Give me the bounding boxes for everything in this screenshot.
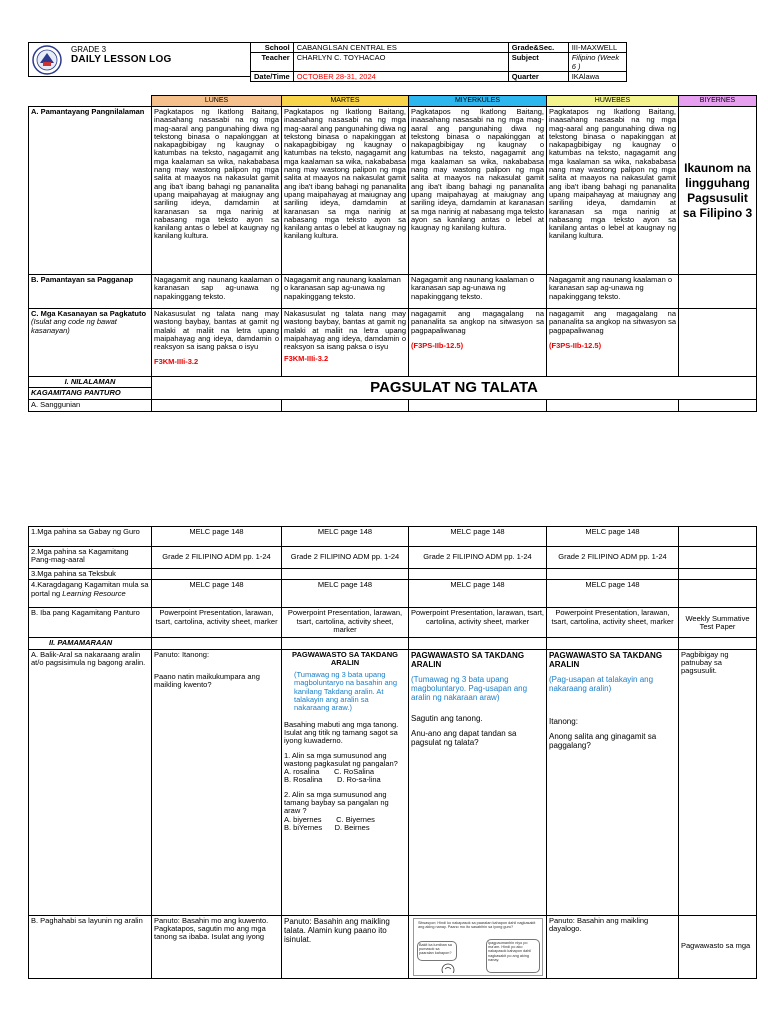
procedure-b-biyernes: Pagwawasto sa mga [679,915,757,978]
grade-sec-label: Grade&Sec. [508,43,568,53]
competency-martes-text: Nakasusulat ng talata nang may wastong baybay, bantas at gamit ng malaki at maliit na letra upang maipahayag ang ideya, damdamin o reaksyon sa isang paksa o isyu [284,309,406,352]
melc-lunes: MELC page 148 [152,527,282,547]
row-label-iba-pang-kagamitan: B. Iba pang Kagamitang Panturo [29,608,152,638]
melc2-huwebes: MELC page 148 [547,580,679,608]
melc2-martes: MELC page 148 [282,580,409,608]
grade-label: GRADE 3 [71,45,107,54]
materials-miyerkules: Powerpoint Presentation, larawan, tsart, cartolina, activity sheet, marker [409,608,547,638]
wed-a-title: PAGWAWASTO SA TAKDANG ARALIN [411,650,525,669]
kasanayan-label-main: C. Mga Kasanayan sa Pagkatuto [31,309,147,318]
tue-a-q1-choices-cd: B. Rosalina D. Ro-sa-lina [284,775,381,785]
content-standard-martes: Pagkatapos ng Ikatlong Baitang, inaasahang nasasabi na ng mga mag-aaral ang pangunahing diwa ng tekstong binasa o napakinggan at nakapagbibigay ng kaugnay o katumbas na teksto, nagagamit ang mga kaalaman sa wika, nakababasa nang may wastong palipon ng mga salita at maayos na nakasulat gamit ang iba't ibang bahagi ng pananalita upang maipahayag at maiugnay ang sariling ideya, damdamin at karanasan sa mga narinig at nabasang mga teksto ayon sa kanilang antas o lebel at kaugnay ng kanilang kultura. [282,107,409,275]
wed-a-instruction: Sagutin ang tanong. [411,713,483,723]
learning-resource-label: 4.Karagdagang Kagamitan mula sa portal ng [31,580,149,598]
materials-huwebes: Powerpoint Presentation, larawan, tsart, cartolina, activity sheet, marker [547,608,679,638]
subject-value: Filipino (Week 6 ) [568,53,626,72]
materials-martes: Powerpoint Presentation, larawan, tsart, cartolina, activity sheet, marker [282,608,409,638]
procedure-a-biyernes: Pagbibigay ng patnubay sa pagsusulit. [679,649,757,915]
row-label-teksbuk: 3.Mga pahina sa Teksbuk [29,569,152,580]
info-table [250,42,747,82]
school-label: School [251,43,294,53]
weekly-test-paper: Weekly Summative Test Paper [679,608,757,638]
row-label-balik-aral: A. Balik-Aral sa nakaraang aralin at/o pagsisimula ng bagong aralin. [29,649,152,915]
quarter-label: Quarter [508,72,568,82]
row-label-sanggunian: A. Sanggunian [29,400,152,411]
subject-label: Subject [508,53,568,72]
procedure-a-martes [282,649,409,915]
thu-a-instruction: Itanong: [549,716,578,726]
performance-standard-miyerkules: Nagagamit ang naunang kaalaman o karanasan sap ag-unawa ng napakinggang teksto. [409,275,547,309]
day-biyernes: BIYERNES [679,96,757,107]
learning-resource-label-italic: Learning Resource [62,588,126,598]
tue-a-q1-choices-ab: A. rosalina C. RoSalina [284,767,375,777]
tue-a-q2: 2. Alin sa mga sumusunod ang tamang baybay sa pangalan ng araw ? [284,789,389,816]
child-figure-icon [440,961,456,973]
day-lunes: LUNES [152,96,282,107]
mon-a-instruction: Panuto: Itanong: [154,649,210,659]
situation-text: Sitwasyon: Hindi ko nakapasok sa paaralan kahapon dahil nagkasakit ang aking nanay. Paano mo ito sasabihin sa iyong guro? [418,920,536,929]
competency-miyerkules-text: nagagamit ang magagalang na pananalita sa angkop na sitwasyon sa pagpapaliwanag [411,309,544,335]
procedure-b-martes: Panuto: Basahin ang maikling talata. Alamin kung paano ito isinulat. [282,915,409,978]
competency-lunes-code: F3KM-IIIi-3.2 [154,357,199,367]
wed-a-blue-note: (Tumawag ng 3 bata upang magboluntaryo. Pag-usapan ang aralin ng nakaraan araw) [411,674,528,702]
row-label-kasanayan [29,309,152,377]
row-label-kagamitang-panturo: KAGAMITANG PANTURO [29,388,152,400]
wed-a-question: Anu-ano ang dapat tandan sa pagsulat ng talata? [411,728,517,747]
performance-standard-huwebes: Nagagamit ang naunang kaalaman o karanasan sap ag-unawa ng napakinggang teksto. [547,275,679,309]
competency-martes [282,309,409,377]
content-standard-lunes: Pagkatapos ng Ikatlong Baitang, inaasahang nasasabi na ng mga mag-aaral ang pangunahing diwa ng tekstong binasa o napakinggan at nakapagbibigay ng kaugnay o katumbas na teksto, nagagamit ang mga kaalaman sa wika, nakababasa nang may wastong palipon ng mga salita at maayos na nakasulat gamit ang iba't ibang bahagi ng pananalita upang maipahayag at maiugnay ang sariling ideya, damdamin at karanasan sa mga narinig at nabasang mga teksto ayon sa kanilang antas o lebel at kaugnay ng kanilang kultura. [152,107,282,275]
content-standard-miyerkules: Pagkatapos ng Ikatlong Baitang, inaasahang nasasabi na ng mga mag-aaral ang pangunahing diwa ng tekstong binasa o napakinggan at nakapagbibigay ng kaugnay o katumbas na teksto, nagagamit ang mga kaalaman sa wika, nakababasa nang may wastong palipon ng mga salita at maayos na nakasulat gamit ang iba't ibang bahagi ng pananalita upang maipahayag at maiugnay ang sariling ideya, damdamin at karanasan sa mga narinig at nabasang mga teksto ayon sa kanilang antas o lebel at kaugnay ng kanilang kultura. [409,107,547,275]
adm-lunes: Grade 2 FILIPINO ADM pp. 1-24 [152,547,282,569]
competency-miyerkules-code: (F3PS-IIb-12.5) [411,340,464,350]
row-label-gabay-ng-guro: 1.Mga pahina sa Gabay ng Guro [29,527,152,547]
materials-lunes: Powerpoint Presentation, larawan, tsart, cartolina, activity sheet, marker [152,608,282,638]
tue-a-q2-choices-cd: B. biYernes D. Beirnes [284,822,370,832]
competency-huwebes-text: nagagamit ang magagalang na pananalita sa angkop na sitwasyon sa pagpapaliwanag [549,309,676,335]
tue-a-directions: Basahing mabuti ang mga tanong. Isulat ang titik ng tamang sagot sa iyong kuwaderno. [284,719,399,746]
melc2-miyerkules: MELC page 148 [409,580,547,608]
melc-miyerkules: MELC page 148 [409,527,547,547]
melc2-lunes: MELC page 148 [152,580,282,608]
speech-bubble-student: Ipagpaumanhin niyo po ma'am. Hindi po ako nakapasok kahapon dahil nagkasakit po ang aking nanay. [486,939,540,973]
thu-a-blue-note: (Pag-usapan at talakayin ang nakaraang aralin) [549,674,654,693]
adm-miyerkules: Grade 2 FILIPINO ADM pp. 1-24 [409,547,547,569]
row-label-pamantayan-sa-pagganap: B. Pamantayan sa Pagganap [29,275,152,309]
competency-miyerkules [409,309,547,377]
deped-seal-icon [32,45,62,75]
lesson-table-upper [28,95,757,412]
mon-a-question: Paano natin maikukumpara ang maikling kwento? [154,671,260,690]
competency-lunes [152,309,282,377]
competency-martes-code: F3KM-IIIi-3.2 [284,354,329,364]
day-miyerkules: MIYERKULES [409,96,547,107]
content-standard-huwebes: Pagkatapos ng Ikatlong Baitang, inaasahang nasasabi na ng mga mag-aaral ang pangunahing diwa ng tekstong binasa o napakinggan at nakapagbibigay ng kaugnay o katumbas na teksto, nagagamit ang mga kaalaman sa wika, nakababasa nang may wastong palipon ng mga salita at maayos na nakasulat gamit ang iba't ibang bahagi ng pananalita upang maipahayag at maiugnay ang sariling ideya, damdamin at karanasan sa mga narinig at nabasang mga teksto ayon sa kanilang antas o lebel at kaugnay ng kanilang kultura. [547,107,679,275]
quarter-value: IKAlawa [568,72,626,82]
thu-a-title: PAGWAWASTO SA TAKDANG ARALIN [549,650,663,669]
kasanayan-label-note: (Isulat ang code ng bawat kasanayan) [31,317,117,335]
adm-martes: Grade 2 FILIPINO ADM pp. 1-24 [282,547,409,569]
teacher-label: Teacher [251,53,294,72]
row-label-pamamaraan: II. PAMAMARAAN [29,638,152,649]
melc-huwebes: MELC page 148 [547,527,679,547]
performance-standard-martes: Nagagamit ang naunang kaalaman o karanasan sap ag-unawa ng napakinggang teksto. [282,275,409,309]
procedure-b-lunes: Panuto: Basahin mo ang kuwento. Pagkatapos, sagutin mo ang mga tanong sa ibaba. Isulat ang iyong [152,915,282,978]
biyernes-test-note: Ikaunom na lingguhang Pagsusulit sa Filipino 3 [679,107,757,275]
date-label: Date/Time [251,72,294,82]
school-value: CABANGLSAN CENTRAL ES [293,43,508,53]
row-label-paghahabi: B. Paghahabi sa layunin ng aralin [29,915,152,978]
row-label-learning-resource [29,580,152,608]
procedure-a-huwebes [547,649,679,915]
procedure-a-lunes [152,649,282,915]
adm-huwebes: Grade 2 FILIPINO ADM pp. 1-24 [547,547,679,569]
competency-lunes-text: Nakasusulat ng talata nang may wastong baybay, bantas at gamit ng malaki at maliit na letra upang maipahayag ang ideya, damdamin o reaksyon sa isang paksa o isyu [154,309,279,352]
speech-bubble-teacher: Bakit ka lumiban sa pumasok sa paaralan kahapon? [417,941,457,961]
day-huwebes: HUWEBES [547,96,679,107]
header-title-block [28,42,250,77]
teacher-value: CHARLYN C. TOYHACAO [293,53,508,72]
competency-huwebes-code: (F3PS-IIb-12.5) [549,340,602,350]
procedure-a-miyerkules [409,649,547,915]
date-value: OCTOBER 28-31, 2024 [293,72,508,82]
nilalaman-topic: PAGSULAT NG TALATA [152,377,757,400]
row-label-pamantayang-pangnilalaman: A. Pamantayang Pangnilalaman [29,107,152,275]
tue-a-title: PAGWAWASTO SA TAKDANG ARALIN [292,649,398,667]
grade-sec-value: III-MAXWELL [568,43,626,53]
procedure-b-miyerkules [409,915,547,978]
lesson-table-lower [28,526,757,979]
tue-a-q1: 1. Alin sa mga sumusunod ang wastong pagkasulat ng pangalan? [284,750,398,768]
row-label-kagamitang-pang-mag-aaral: 2.Mga pahina sa Kagamitang Pang-mag-aaral [29,547,152,569]
competency-huwebes [547,309,679,377]
melc-martes: MELC page 148 [282,527,409,547]
row-label-nilalaman: I. NILALAMAN [29,377,152,388]
tue-a-q2-choices-ab: A. biyernes C. Biyernes [284,814,375,824]
thu-a-question: Anong salita ang ginagamit sa paggalang? [549,731,657,750]
situation-illustration [413,918,543,976]
tue-a-blue-note: (Tumawag ng 3 bata upang magboluntaryo na basahin ang kanilang Takdang aralin. At talakayin ang aralin sa nakaraang araw.) [294,670,397,713]
performance-standard-lunes: Nagagamit ang naunang kaalaman o karanasan sap ag-unawa ng napakinggang teksto. [152,275,282,309]
document-title: DAILY LESSON LOG [71,54,172,65]
procedure-b-huwebes: Panuto: Basahin ang maikling dayalogo. [547,915,679,978]
day-martes: MARTES [282,96,409,107]
